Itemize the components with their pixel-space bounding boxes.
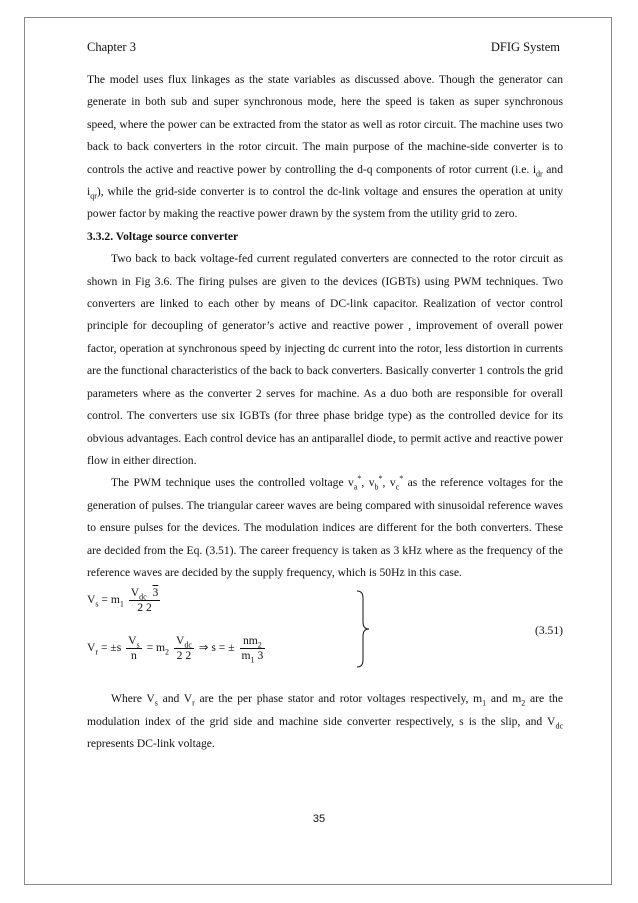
p1-text-a: The model uses flux linkages as the state variables as discussed above. Though the generator can generate in both sub and super synchronous mode, here the speed is taken as super synchronous speed, where the power can be extracted from the stator as well as rotor circuit. The machine uses two back to back converters in the rotor circuit. The main purpose of the machine-side converter is to controls the active and reactive power by controlling the d-q components of rotor current (i.e. i <box>87 73 563 176</box>
paragraph-voltage-source-converter: Two back to back voltage-fed current regulated converters are connected to the rotor circuit as shown in Fig 3.6. The firing pulses are given to the devices (IGBTs) using PWM techniques. Two converters are linked to each other by means of DC-link capacitor. Realization of vector control principle for decoupling of generator’s active and reactive power , improvement of overall power factor, operation at synchronous speed by injecting dc current into the rotor, less distortion in currents are the functional characteristics of the back to back converters. Basically converter 1 controls the grid parameters where as the converter 2 serves for machine. As a duo both are responsible for overall control. The converters use six IGBTs (for three phase bridge type) as the controlled device for its obvious advantages. Each control device has an antiparallel diode, to permit active and reactive power flow in either direction. <box>87 252 563 467</box>
equation-line-vr <box>87 634 267 663</box>
eq-m1-sub: 1 <box>250 655 255 665</box>
eq-sub-dc: dc <box>139 592 147 602</box>
p3-sub-a: a <box>353 482 358 492</box>
eq-V-s2: V <box>128 634 137 648</box>
page-number: 35 <box>312 813 326 825</box>
eq-equals-m2: = m <box>143 641 166 655</box>
p1-text-b: and i <box>87 162 563 199</box>
p4-text-a: Where V <box>111 692 155 706</box>
p1-sub-dr: dr <box>536 168 543 178</box>
eq-frac3-den: 2 2 <box>174 648 194 663</box>
p3-star-b: * <box>378 474 383 484</box>
eq-frac-vdc-over-2root2-b <box>174 634 194 663</box>
p3-sep-1: , v <box>361 476 375 490</box>
paragraph-flux-linkages <box>87 69 563 226</box>
p4-text-c: are the per phase stator and rotor voltages respectively, m <box>194 692 483 706</box>
eq-nm-sub-2: 2 <box>257 640 262 650</box>
eq-root3: 3 <box>152 586 159 600</box>
p4-sub-s: s <box>154 698 158 708</box>
p4-text-e: are the modulation index of the grid side and machine side converter respectively, s is the slip, and V <box>87 692 563 728</box>
eq-frac-vdc-over-2root2 <box>129 586 161 615</box>
eq-frac4-num <box>240 634 266 648</box>
header-title: DFIG System <box>490 40 560 54</box>
p3-star-c: * <box>399 474 404 484</box>
p1-text-c: ), while the grid-side converter is to control the dc-link voltage and ensures the operation at unity power factor by making the reactive power drawn by the system from the utility grid to zero. <box>87 185 563 221</box>
eq-sub-s: s <box>95 599 99 609</box>
p3-sub-b: b <box>374 482 379 492</box>
eq-frac2-num <box>126 634 142 648</box>
p4-sub-dc: dc <box>555 721 563 731</box>
p1-sub-qr: qr <box>90 191 97 201</box>
eq-vdc-b: V <box>175 634 185 648</box>
p3-text-b: as the reference voltages for the generation of pulses. The triangular career waves are being compared with sinusoidal reference waves to ensure pulses for the devices. The modulation indices are different for the both converters. These are decided from the Eq. (3.51). The career frequency is taken as 3 kHz where as the frequency of the reference waves are decided by the supply frequency, which is 50Hz in this case. <box>87 476 564 579</box>
eq-vdc: V <box>130 586 140 600</box>
eq-nm: nm <box>242 634 258 648</box>
equation-number: (3.51) <box>534 624 563 638</box>
p4-text-d: and m <box>486 692 522 706</box>
eq-V: V <box>87 593 96 607</box>
eq-sub-2: 2 <box>165 647 170 657</box>
p4-sub-1: 1 <box>482 698 487 708</box>
eq-sub-dc-b: dc <box>184 640 192 650</box>
right-brace-icon <box>355 590 371 668</box>
eq-frac3-num <box>174 634 194 648</box>
p4-text-f: represents DC-link voltage. <box>87 737 215 751</box>
p4-sub-2: 2 <box>521 698 526 708</box>
eq-equals-m: = m <box>98 593 120 607</box>
eq-pm-s: = ±s <box>98 641 122 655</box>
p3-sep-2: , v <box>382 476 396 490</box>
page-body <box>87 69 563 756</box>
equation-3-51 <box>87 584 563 688</box>
eq-sub-s2: s <box>136 640 140 650</box>
eq-frac-num <box>129 586 161 600</box>
eq-root3-b: 3 <box>257 649 264 663</box>
eq-frac4-den <box>240 648 266 663</box>
eq-frac-vs-over-n <box>126 634 142 663</box>
paragraph-pwm-technique <box>87 472 563 584</box>
eq-implies: ⇒ s = ± <box>195 641 235 655</box>
eq-m1: m <box>241 649 251 663</box>
equation-line-vs <box>87 586 162 615</box>
eq-frac-nm2-over-m1root3 <box>240 634 266 663</box>
eq-sub-1: 1 <box>119 599 124 609</box>
p4-text-b: and V <box>157 692 193 706</box>
eq-frac-den: 2 2 <box>129 600 161 615</box>
eq-frac2-den: n <box>126 648 142 663</box>
p3-text-a: The PWM technique uses the controlled voltage v <box>111 476 354 490</box>
p3-sub-c: c <box>395 482 400 492</box>
eq-V-r: V <box>87 641 96 655</box>
p3-star-a: * <box>357 474 362 484</box>
p4-sub-r: r <box>192 698 195 708</box>
eq-sub-r: r <box>95 647 99 657</box>
section-heading: 3.3.2. Voltage source converter <box>87 229 239 243</box>
chapter-label: Chapter 3 <box>87 40 136 54</box>
paragraph-where <box>87 688 563 755</box>
